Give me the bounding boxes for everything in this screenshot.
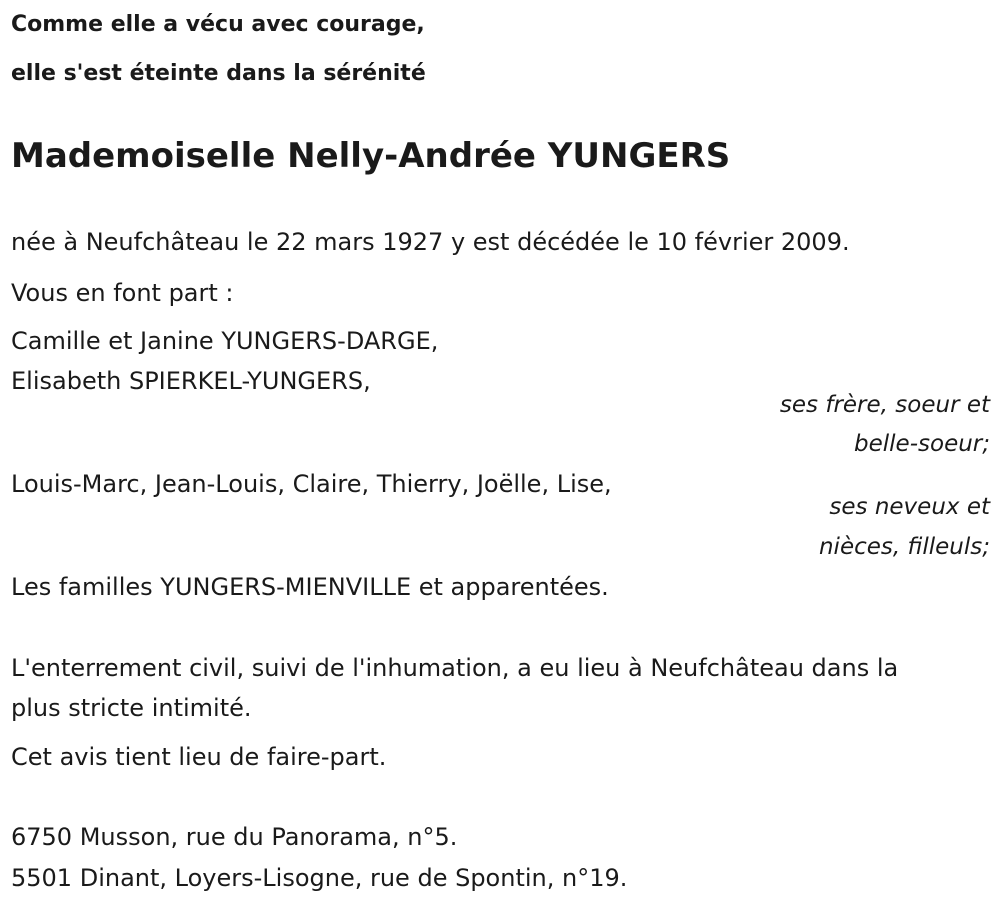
deceased-name: Mademoiselle Nelly-Andrée YUNGERS (11, 136, 731, 176)
notice-line: Cet avis tient lieu de faire-part. (11, 743, 387, 771)
epigraph-line-1: Comme elle a vécu avec courage, (11, 12, 425, 37)
siblings-relation-line-1: ses frère, soeur et (779, 392, 990, 418)
siblings-line-1: Camille et Janine YUNGERS-DARGE, (11, 327, 439, 355)
siblings-line-2: Elisabeth SPIERKEL-YUNGERS, (11, 367, 371, 395)
siblings-relation-line-2: belle-soeur; (854, 431, 990, 457)
epigraph-line-2: elle s'est éteinte dans la sérénité (11, 61, 426, 86)
address-line: 5501 Dinant, Loyers-Lisogne, rue de Spontin, n°19. (11, 864, 628, 892)
families-line: Les familles YUNGERS-MIENVILLE et apparentées. (11, 573, 609, 601)
birth-death-line: née à Neufchâteau le 22 mars 1927 y est décédée le 10 février 2009. (11, 228, 850, 256)
nephews-line: Louis-Marc, Jean-Louis, Claire, Thierry, Joëlle, Lise, (11, 470, 612, 498)
burial-line-1: L'enterrement civil, suivi de l'inhumation, a eu lieu à Neufchâteau dans la (11, 654, 899, 682)
address-line: 6750 Musson, rue du Panorama, n°5. (11, 823, 458, 851)
burial-line-2: plus stricte intimité. (11, 694, 252, 722)
nephews-relation-line-2: nièces, filleuls; (818, 534, 990, 560)
nephews-relation-line-1: ses neveux et (829, 494, 990, 520)
announce-intro: Vous en font part : (11, 279, 234, 307)
